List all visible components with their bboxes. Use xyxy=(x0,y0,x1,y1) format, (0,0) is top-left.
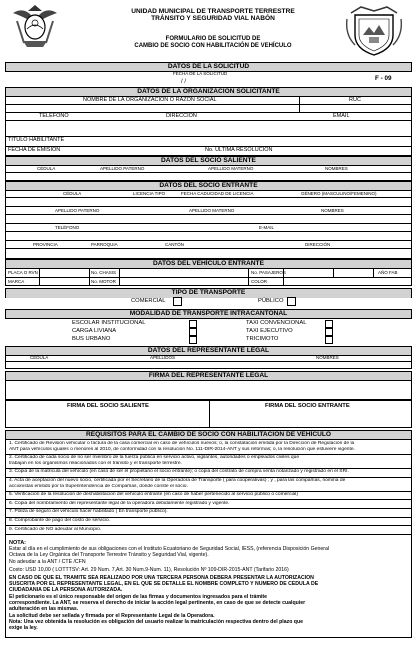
firma-socio-saliente: FIRMA DEL SOCIO SALIENTE xyxy=(67,403,149,409)
checkbox-carga[interactable] xyxy=(189,328,197,336)
label-ruc: RUC xyxy=(349,97,361,103)
entrante-licencia: LICENCIA TIPO xyxy=(133,191,166,196)
saliente-apellido-materno: APELLIDO MATERNO xyxy=(208,166,254,171)
modalidad-taxi-convencional: TAXI CONVENCIONAL xyxy=(246,320,307,326)
requisito-item-4-line-1: 4. Acta de aceptación del nuevo socio, certificada por el Secretario de la Operadora de Transporte ( para cooperativas) ; y , para las compañías, nómina de xyxy=(9,478,346,483)
label-motor: No. MOTOR xyxy=(91,279,116,284)
rep-cedula: CÉDULA xyxy=(30,355,49,360)
entrante-cedula: CÉDULA xyxy=(63,191,82,196)
form-title-line1: FORMULARIO DE SOLICITUD DE xyxy=(165,36,261,42)
entrante-apellido-materno: APELLIDO MATERNO xyxy=(189,208,235,213)
section-firma-representante: FIRMA DEL REPRESENTANTE LEGAL xyxy=(5,371,412,381)
saliente-cedula: CÉDULA xyxy=(37,166,56,171)
checkbox-taxi-convencional[interactable] xyxy=(325,320,333,328)
section-tipo-transporte: TIPO DE TRANSPORTE xyxy=(5,288,412,298)
checkbox-escolar[interactable] xyxy=(189,320,197,328)
firma-socio-entrante: FIRMA DEL SOCIO ENTRANTE xyxy=(265,403,350,409)
requisito-item-2-line-2: trabajan en los organismos relacionados con el tránsito y el transporte terrestre. xyxy=(9,460,182,466)
firma-representante-box[interactable] xyxy=(5,380,412,400)
entrante-telefono: TELÉFONO xyxy=(55,225,80,230)
requisito-separator xyxy=(5,534,412,535)
label-pasajeros: No. PASAJEROS xyxy=(251,270,286,275)
nota-bold-line-8: Nota: Una vez obtenida la resolución es obligación del usuario realizar la matriculación respectiva dentro del plazo que xyxy=(9,618,304,625)
label-ultima-resolucion: No. ULTIMA RESOLUCIÓN xyxy=(205,147,273,153)
entrante-canton: CANTÓN xyxy=(165,242,184,247)
section-datos-solicitud: DATOS DE LA SOLICITUD xyxy=(5,62,412,72)
entrante-fecha-licencia: FECHA CADUCIDAD DE LICENCIA xyxy=(181,191,254,196)
saliente-apellido-paterno: APELLIDO PATERNO xyxy=(100,166,145,171)
checkbox-publico[interactable] xyxy=(287,297,296,306)
entrante-direccion: DIRECCIÓN xyxy=(305,242,331,247)
requisito-item-9-line-1: 9. Certificado de NO adeudar al Municipio. xyxy=(9,526,102,532)
form-page xyxy=(3,3,415,644)
checkbox-tricimoto[interactable] xyxy=(325,336,333,344)
label-color: COLOR xyxy=(251,279,268,284)
requisito-item-6-line-1: 6. Copia del nombramiento del representante legal de la operadora debidamente registrado y vigente. xyxy=(9,500,230,506)
fecha-label: FECHA DE LA SOLICITUD xyxy=(173,71,228,76)
header-line1: UNIDAD MUNICIPAL DE TRANSPORTE TERRESTRE xyxy=(131,8,295,15)
label-nombre-organizacion: NOMBRE DE LA ORGANIZACIÓN O RAZÓN SOCIAL xyxy=(83,97,217,103)
nota-bold-line-1: EN CASO DE QUE EL TRÁMITE SEA REALIZADO POR UNA TERCERA PERSONA DEBERÁ PRESENTAR LA AUTORIZACIÓN xyxy=(9,574,314,581)
nota-bold-line-7: La solicitud debe ser sellada y firmada por el Representante Legal de la Operadora. xyxy=(9,612,215,619)
requisito-item-4-line-2: accionistas emitido por la Superintendencia de Compañías, donde conste el socio. xyxy=(9,483,188,489)
nota-line-3: No adeudar a la ANT / CTE /CFN xyxy=(9,559,86,566)
entrante-provincia: PROVINCIA xyxy=(33,242,58,247)
checkbox-taxi-ejecutivo[interactable] xyxy=(325,328,333,336)
nota-bold-line-6: adulteración en las mismas. xyxy=(9,606,79,613)
municipal-shield-logo xyxy=(343,5,405,57)
label-placa: PLACA O RVN xyxy=(8,270,38,275)
label-email: EMAIL xyxy=(333,113,350,119)
label-direccion: DIRECCIÓN xyxy=(166,113,197,119)
section-organizacion: DATOS DE LA ORGANIZACIÓN SOLICITANTE xyxy=(5,87,412,97)
label-fecha-emision: FECHA DE EMISIÓN xyxy=(8,147,61,153)
nota-bold-line-3: CIUDADANÍA DE LA PERSONA AUTORIZADA. xyxy=(9,586,123,593)
requisito-item-8-line-1: 8. Comprobante de pago del costo de servicio. xyxy=(9,518,111,523)
saliente-nombres: NOMBRES xyxy=(325,166,348,171)
label-telefono: TELÉFONO xyxy=(39,113,69,119)
requisito-item-2-line-1: 2. Certificado de cada socio de no ser miembro de la fuerza pública en servicio activo, vigilantes, autoridades o empleados civiles que xyxy=(9,455,300,461)
nota-bold-line-5: correspondiente. La ANT, se reserva el derecho de iniciar la acción legal pertinente, en caso de que se detecte cualquier xyxy=(9,600,306,607)
modalidad-bus: BUS URBANO xyxy=(72,336,111,342)
nota-line-1: Estar al día en el cumplimiento de sus obligaciones con el Instituto Ecuatoriano de Seguridad Social, IESS, (referencia Disposición General xyxy=(9,546,330,552)
entrante-apellido-paterno: APELLIDO PATERNO xyxy=(55,208,100,213)
nota-line-4: Costo: USD 10,00 ( LOTTTSV: Art. 29 Num. 7,Art. 30 Num.9-Num. 11), Resolución Nº 109-DIR-2015-ANT (Tarifario 2016) xyxy=(9,566,289,573)
section-socio-entrante: DATOS DEL SOCIO ENTRANTE xyxy=(5,181,412,191)
section-vehiculo: DATOS DEL VEHÍCULO ENTRANTE xyxy=(5,259,412,269)
requisito-item-5-line-1: 5. Verificación de la resolución de deshabilitación del vehículo entrante (en caso de haber pertenecido al servicio público o comercial) xyxy=(9,492,298,498)
label-chasis: No. CHASIS xyxy=(91,270,117,275)
entrante-genero: GÉNERO (MASCULINO/FEMENINO) xyxy=(301,191,377,196)
modalidad-escolar: ESCOLAR INSTITUCIONAL xyxy=(72,320,146,326)
label-titulo-habilitante: TÍTULO HABILITANTE xyxy=(8,137,65,143)
entrante-parroquia: PARROQUIA xyxy=(91,242,118,247)
header-line2: TRÁNSITO Y SEGURIDAD VIAL NABÓN xyxy=(151,15,275,22)
requisito-item-1-line-1: 1. Certificado de Revisión vehicular o factura de la casa comercial en caso de vehículos nuevos; o, la constatación emitida por la Dirección de Regulación de la xyxy=(9,441,355,446)
section-requisitos: REQUISITOS PARA EL CAMBIO DE SOCIO CON HABILITACIÓN DE VEHÍCULO xyxy=(5,430,412,440)
checkbox-bus[interactable] xyxy=(189,336,197,344)
label-publico: PÚBLICO xyxy=(258,298,284,304)
rep-nombres: NOMBRES xyxy=(316,355,339,360)
section-socio-saliente: DATOS DEL SOCIO SALIENTE xyxy=(5,156,412,166)
ecuador-coat-of-arms-logo xyxy=(9,3,61,49)
modalidad-tricimoto: TRICIMOTO xyxy=(246,336,279,342)
form-title-line2: CAMBIO DE SOCIO CON HABILITACIÓN DE VEHÍCULO xyxy=(134,43,292,49)
label-anio: AÑO FAB xyxy=(378,270,398,275)
entrante-email: E-MAIL xyxy=(259,225,275,230)
nota-bold-line-2: SUSCRITA POR EL REPRESENTANTE LEGAL, EN EL QUE SE DETALLE EL NOMBRE COMPLETO Y NÚMERO DE CÉDULA DE xyxy=(9,580,319,587)
nota-line-2: Octava de la Ley Orgánica del Transporte Terrestre Tránsito y Seguridad Vial, vigente). xyxy=(9,552,209,559)
nota-bold-line-4: El peticionario es el único responsable del origen de las firmas y documentos ingresados para el trámite xyxy=(9,594,268,601)
modalidad-taxi-ejecutivo: TAXI EJECUTIVO xyxy=(246,328,293,334)
entrante-nombres: NOMBRES xyxy=(321,208,344,213)
rep-apellidos: APELLIDOS xyxy=(150,355,176,360)
checkbox-comercial[interactable] xyxy=(173,297,182,306)
label-marca: MARCA xyxy=(8,279,25,284)
form-code: F - 09 xyxy=(375,75,392,82)
section-representante: DATOS DEL REPRESENTANTE LEGAL xyxy=(5,346,412,356)
fecha-value[interactable]: / / xyxy=(181,79,187,85)
requisito-item-7-line-1: 7. Póliza de seguro del vehículo hacer habilitado ( En transporte público). xyxy=(9,509,168,515)
nota-bold-line-9: exige la ley. xyxy=(9,624,38,631)
section-modalidad: MODALIDAD DE TRANSPORTE INTRACANTONAL xyxy=(5,309,412,319)
requisito-item-3-line-1: 3. Copia de la matrícula del vehículo (en caso de ser el propietario el socio entrante); o copia del contrato de compra venta notarizado y registrado en el SRI. xyxy=(9,469,349,475)
nota-label: NOTA: xyxy=(9,540,27,546)
modalidad-carga: CARGA LIVIANA xyxy=(72,328,117,334)
requisito-item-1-line-2: ANT para vehículos iguales o menores al 2010, de conformidad con la resolución No. 111-DIR-2014-ANT y sus reformas; o, la resolución que estuviere vigente. xyxy=(9,446,355,452)
label-comercial: COMERCIAL xyxy=(131,298,166,304)
